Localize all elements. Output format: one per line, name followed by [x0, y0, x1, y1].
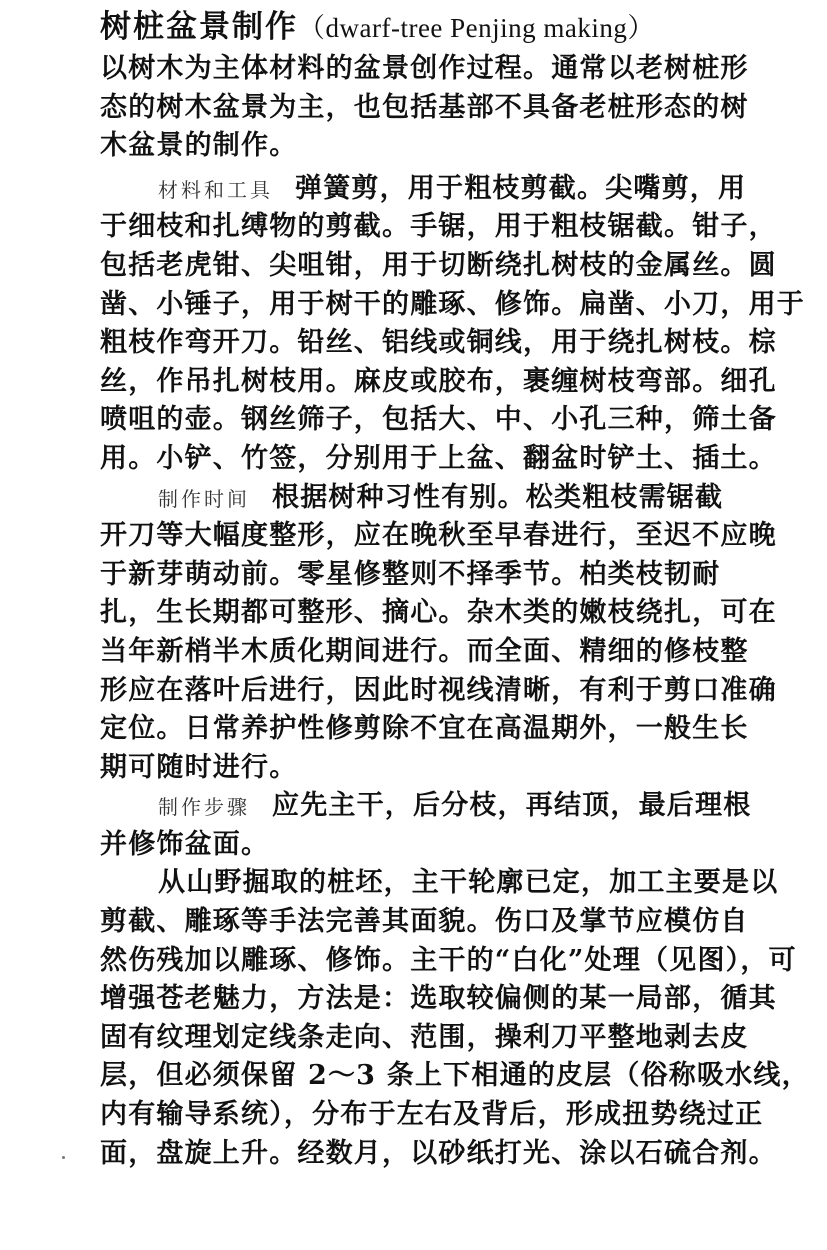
definition-line: 木盆景的制作。 — [100, 130, 298, 162]
entry-title-line — [100, 4, 790, 50]
paragraph-line: 然伤残加以雕琢、修饰。主干的“白化”处理（见图），可 — [100, 944, 797, 976]
paragraph-line: 面，盘旋上升。经数月，以砂纸打光、涂以石硫合剂。 — [100, 1137, 777, 1169]
paragraph-line: 于细枝和扎缚物的剪截。手锯，用于粗枝锯截。钳子， — [100, 211, 777, 243]
paragraph-line: 于新芽萌动前。零星修整则不择季节。柏类枝韧耐 — [100, 558, 721, 590]
paragraph-line: 定位。日常养护性修剪除不宜在高温期外，一般生长 — [100, 713, 749, 745]
paragraph-line: 并修饰盆面。 — [100, 828, 270, 860]
definition-line: 以树木为主体材料的盆景创作过程。通常以老树桩形 — [100, 53, 749, 84]
paragraph-line: 凿、小锤子，用于树干的雕琢、修饰。扁凿、小刀，用于 — [100, 288, 805, 320]
paragraph-line: 包括老虎钳、尖咀钳，用于切断绕扎树枝的金属丝。圆 — [100, 249, 777, 281]
paragraph-text: 根据树种习性有别。松类粗枝需锯截 — [272, 481, 724, 513]
scan-speck — [62, 1156, 65, 1159]
section-heading-materials: 材料和工具 — [158, 177, 273, 202]
paragraph-line: 形应在落叶后进行，因此时视线清晰，有利于剪口准确 — [100, 674, 777, 706]
paragraph-line: 内有输导系统），分布于左右及背后，形成扭势绕过正 — [100, 1099, 764, 1131]
paragraph-first-line — [100, 787, 790, 826]
definition-line: 态的树木盆景为主，也包括基部不具备老桩形态的树 — [100, 91, 749, 123]
paragraph-line: 开刀等大幅度整形，应在晚秋至早春进行，至迟不应晚 — [100, 520, 777, 552]
paragraph-line: 粗枝作弯开刀。铅丝、铝线或铜线，用于绕扎树枝。棕 — [100, 327, 777, 359]
entry-title: 树桩盆景制作 — [100, 9, 298, 45]
paragraph-text: 弹簧剪，用于粗枝剪截。尖嘴剪，用 — [295, 172, 747, 204]
section-trunk — [100, 864, 810, 1173]
section-heading-steps: 制作步骤 — [158, 795, 250, 820]
paragraph-line: 增强苍老魅力，方法是：选取较偏侧的某一局部，循其 — [100, 983, 777, 1015]
paragraph-line: 丝，作吊扎树枝用。麻皮或胶布，裹缠树枝弯部。细孔 — [100, 365, 777, 397]
paragraph-line: 期可随时进行。 — [100, 751, 298, 783]
section-steps — [100, 787, 790, 864]
section-timing — [100, 479, 790, 788]
paragraph-text: 从山野掘取的桩坯，主干轮廓已定，加工主要是以 — [158, 867, 779, 899]
paragraph-line: 扎，生长期都可整形、摘心。杂木类的嫩枝绕扎，可在 — [100, 597, 777, 629]
paragraph-line: 当年新梢半木质化期间进行。而全面、精细的修枝整 — [100, 635, 749, 667]
section-heading-timing: 制作时间 — [158, 486, 250, 511]
paragraph-line: 喷咀的壶。钢丝筛子，包括大、中、小孔三种，筛土备 — [100, 404, 777, 436]
entry-title-english: （dwarf-tree Penjing making） — [298, 13, 655, 43]
paragraph-line: 固有纹理划定线条走向、范围，操利刀平整地剥去皮 — [100, 1021, 749, 1053]
section-materials — [100, 170, 805, 479]
entry-definition — [100, 50, 790, 166]
paragraph-text: 应先主干，后分枝，再结顶，最后理根 — [272, 790, 752, 822]
paragraph-line: 层，但必须保留 2～3 条上下相通的皮层（俗称吸水线， — [100, 1060, 810, 1092]
dictionary-entry — [100, 4, 810, 1173]
paragraph-first-line — [100, 170, 790, 209]
paragraph-first-line — [100, 479, 790, 518]
paragraph-first-line — [100, 864, 790, 903]
paragraph-line: 剪截、雕琢等手法完善其面貌。伤口及掌节应模仿自 — [100, 906, 749, 938]
paragraph-line: 用。小铲、竹签，分别用于上盆、翻盆时铲土、插土。 — [100, 442, 777, 474]
